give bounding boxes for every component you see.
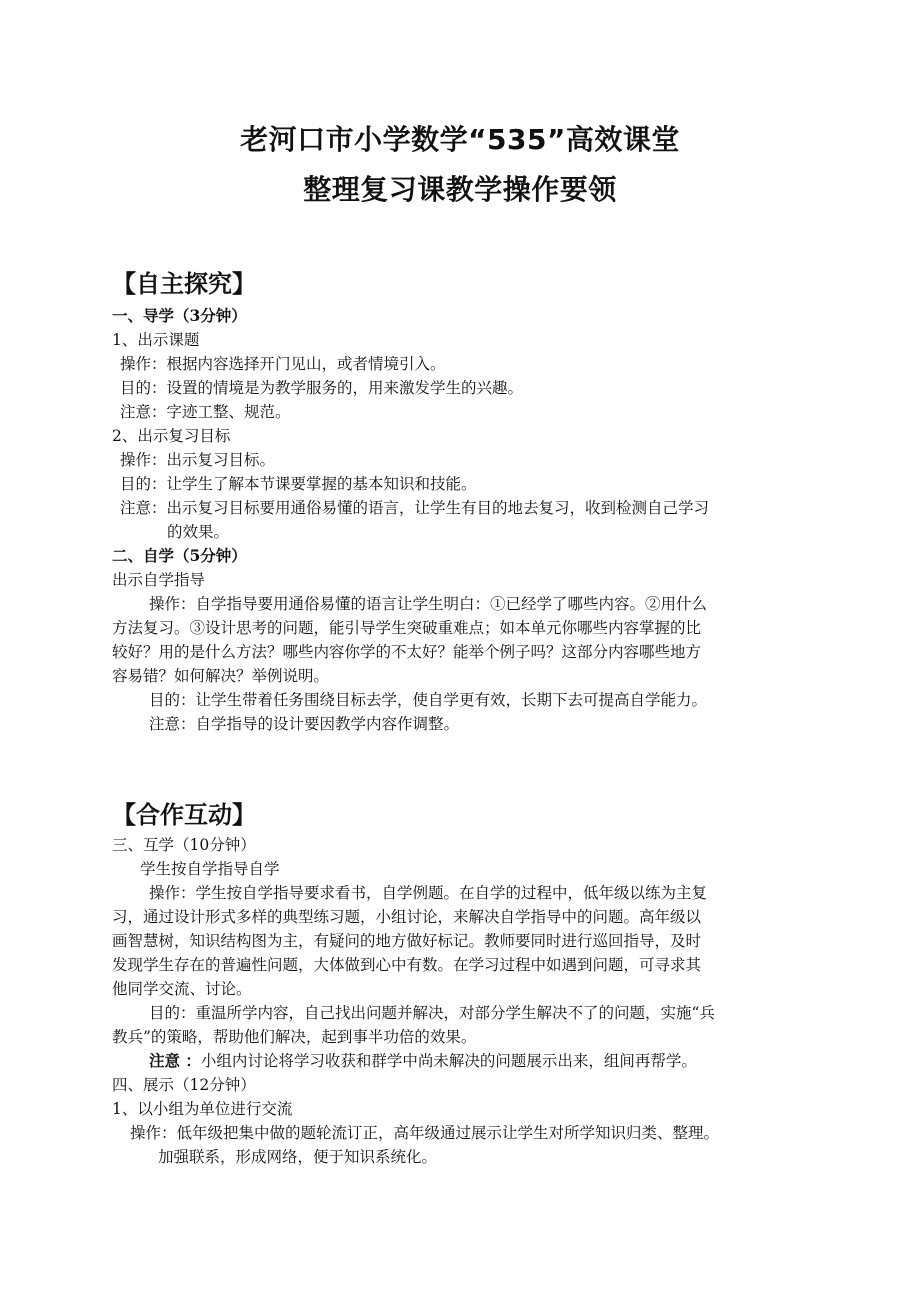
text-operation-continued: 较好？用的是什么方法？哪些内容你学的不太好？能举个例子吗？这部分内容哪些地方 — [112, 643, 702, 661]
text-operation-continued: 他同学交流、讨论。 — [112, 980, 252, 998]
heading-self-learning: 二、自学（5分钟） — [112, 546, 247, 565]
text-operation-continued: 加强联系，形成网络，便于知识系统化。 — [158, 1148, 438, 1166]
text-operation-continued: 画智慧树，知识结构图为主，有疑问的地方做好标记。教师要同时进行巡回指导，及时 — [112, 932, 702, 950]
section-heading-self-study: 【自主探究】 — [112, 270, 256, 298]
note-text: 小组内讨论将学习收获和群学中尚未解决的问题展示出来，组间再帮学。 — [200, 1052, 697, 1070]
item-group-exchange: 1、以小组为单位进行交流 — [112, 1100, 293, 1118]
text-operation-continued: 容易错？如何解决？举例说明。 — [112, 667, 330, 685]
heading-mutual-learning: 三、互学（10分钟） — [112, 836, 256, 854]
text-purpose: 目的：重温所学内容，自己找出问题并解决，对部分学生解决不了的问题，实施“兵 — [149, 1004, 715, 1022]
text-operation-continued: 发现学生存在的普遍性问题，大体做到心中有数。在学习过程中如遇到问题，可寻求其 — [112, 956, 702, 974]
text-note: 注意：自学指导的设计要因教学内容作调整。 — [149, 715, 460, 733]
text-purpose-continued: 教兵”的策略，帮助他们解决，起到事半功倍的效果。 — [112, 1028, 477, 1046]
text-purpose: 目的：让学生了解本节课要掌握的基本知识和技能。 — [120, 475, 477, 493]
text-operation-continued: 方法复习。③设计思考的问题，能引导学生突破重难点；如本单元你哪些内容掌握的比 — [112, 619, 702, 637]
text-purpose: 目的：让学生带着任务围绕目标去学，使自学更有效，长期下去可提高自学能力。 — [149, 691, 708, 709]
text-operation: 操作：低年级把集中做的题轮流订正，高年级通过展示让学生对所学知识归类、整理。 — [130, 1124, 720, 1142]
text-purpose: 目的：设置的情境是为教学服务的，用来激发学生的兴趣。 — [120, 379, 524, 397]
text-operation: 操作：根据内容选择开门见山，或者情境引入。 — [120, 355, 446, 373]
text-note: 注意：字迹工整、规范。 — [120, 403, 291, 421]
text-note-continued: 的效果。 — [167, 523, 230, 541]
section-heading-cooperation: 【合作互动】 — [112, 801, 256, 829]
heading-guide: 一、导学（3分钟） — [112, 306, 247, 325]
text-note: 注意：出示复习目标要用通俗易懂的语言，让学生有目的地去复习，收到检测自己学习 — [120, 499, 710, 517]
text-note — [149, 1049, 697, 1073]
doc-title-line-1: 老河口市小学数学“535”高效课堂 — [240, 123, 680, 156]
note-label: 注意 ： — [149, 1051, 201, 1070]
text-operation: 操作：出示复习目标。 — [120, 451, 276, 469]
text-subheading: 出示自学指导 — [112, 571, 206, 589]
heading-presentation: 四、展示（12分钟） — [112, 1076, 256, 1094]
text-subheading: 学生按自学指导自学 — [140, 860, 280, 878]
text-operation: 操作：学生按自学指导要求看书，自学例题。在自学的过程中，低年级以练为主复 — [149, 884, 708, 902]
text-operation: 操作：自学指导要用通俗易懂的语言让学生明白：①已经学了哪些内容。②用什么 — [149, 595, 708, 613]
doc-title-line-2: 整理复习课教学操作要领 — [303, 173, 617, 206]
item-show-topic: 1、出示课题 — [112, 331, 200, 349]
item-review-goals: 2、出示复习目标 — [112, 427, 231, 445]
text-operation-continued: 习，通过设计形式多样的典型练习题，小组讨论，来解决自学指导中的问题。高年级以 — [112, 908, 702, 926]
